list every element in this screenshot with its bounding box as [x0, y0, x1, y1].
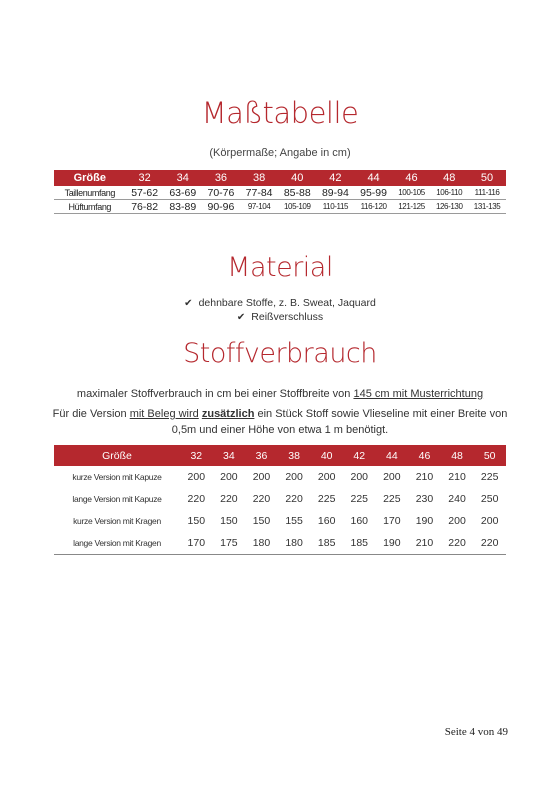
table-cell: 110-115 [316, 200, 354, 214]
header-cell-size: Größe [54, 170, 126, 186]
table-cell: 180 [245, 532, 278, 555]
table-cell: 185 [343, 532, 376, 555]
header-cell: 32 [126, 170, 164, 186]
header-cell: 34 [213, 445, 246, 466]
fabric-width-text: 145 cm mit Musterrichtung [353, 388, 484, 400]
table-cell: 90-96 [202, 200, 240, 214]
header-cell: 50 [468, 170, 506, 186]
row-label: Hüftumfang [54, 200, 126, 214]
header-cell: 38 [278, 445, 311, 466]
table-cell: 225 [383, 493, 401, 505]
table-cell: 111-116 [468, 186, 506, 200]
table-cell: 190 [415, 515, 434, 527]
table-cell: 155 [285, 515, 303, 527]
table-cell: 200 [285, 471, 303, 483]
table-cell: 220 [220, 493, 238, 505]
page-number: Seite 4 von 49 [444, 726, 508, 738]
table-cell: 210 [408, 532, 441, 555]
checkmark-icon: ✔ [184, 298, 193, 309]
note-text-end: ein Stück Stoff sowie Vlieseline mit einer Breite von 0,5m und einer Höhe von etwa 1 m benötigt. [171, 408, 508, 436]
row-label: kurze Version mit Kragen [73, 516, 161, 526]
mass-table-header [54, 170, 506, 186]
mass-table-title: Maßtabelle [201, 96, 359, 130]
header-cell: 36 [202, 170, 240, 186]
stoffverbrauch-title: Stoffverbrauch [183, 338, 377, 369]
stoffverbrauch-intro [40, 386, 520, 402]
header-cell: 38 [240, 170, 278, 186]
row-label: lange Version mit Kapuze [72, 494, 162, 504]
table-cell: 170 [180, 532, 213, 555]
header-cell: 48 [430, 170, 468, 186]
table-row [54, 186, 506, 200]
table-cell: 175 [213, 532, 246, 555]
table-cell: 225 [317, 493, 336, 505]
table-cell: 210 [448, 471, 466, 483]
table-cell: 131-135 [468, 200, 506, 214]
table-cell: 220 [441, 532, 474, 555]
table-cell: 121-125 [393, 200, 431, 214]
table-cell: 77-84 [240, 186, 278, 200]
table-row [54, 466, 506, 488]
table-row [54, 488, 506, 510]
table-cell: 57-62 [126, 186, 164, 200]
stoffverbrauch-table [54, 445, 506, 555]
table-cell: 70-76 [202, 186, 240, 200]
table-cell: 83-89 [164, 200, 202, 214]
table-cell: 150 [252, 515, 271, 527]
intro-text: maximaler Stoffverbrauch in cm bei einer Stoffbreite von [76, 388, 354, 400]
header-cell: 42 [343, 445, 376, 466]
table-cell: 160 [350, 515, 369, 527]
header-cell: 46 [393, 170, 431, 186]
table-cell: 210 [415, 471, 434, 483]
header-cell: 48 [441, 445, 474, 466]
note-underlined: mit Beleg wird [129, 408, 199, 420]
table-cell: 126-130 [430, 200, 468, 214]
table-cell: 200 [252, 471, 271, 483]
table-cell: 220 [187, 493, 206, 505]
row-label: lange Version mit Kragen [54, 532, 180, 555]
table-cell: 200 [220, 471, 238, 483]
material-item [0, 297, 560, 309]
header-cell: 44 [354, 170, 392, 186]
table-cell: 190 [376, 532, 409, 555]
table-cell: 230 [415, 493, 434, 505]
stoffverbrauch-note [40, 406, 520, 438]
note-text: Für die Version [52, 408, 130, 420]
table-cell: 200 [383, 471, 401, 483]
table-cell: 97-104 [240, 200, 278, 214]
mass-table [54, 170, 506, 214]
table-row [54, 510, 506, 532]
header-cell: 46 [408, 445, 441, 466]
table-cell: 180 [278, 532, 311, 555]
mass-table-subtitle: (Körpermaße; Angabe in cm) [209, 147, 351, 159]
table-cell: 106-110 [430, 186, 468, 200]
table-cell: 200 [187, 471, 206, 483]
checkmark-icon: ✔ [236, 312, 246, 323]
header-cell: 50 [473, 445, 506, 466]
table-cell: 89-94 [316, 186, 354, 200]
table-cell: 63-69 [164, 186, 202, 200]
table-cell: 170 [383, 515, 401, 527]
table-cell: 150 [220, 515, 238, 527]
header-cell: 36 [245, 445, 278, 466]
table-cell: 100-105 [393, 186, 431, 200]
material-item-text: dehnbare Stoffe, z. B. Sweat, Jaquard [198, 297, 376, 309]
header-cell: 40 [278, 170, 316, 186]
table-cell: 220 [285, 493, 303, 505]
table-cell: 105-109 [278, 200, 316, 214]
row-label: Taillenumfang [54, 186, 126, 200]
header-cell: 32 [180, 445, 213, 466]
table-row [54, 200, 506, 214]
table-cell: 95-99 [354, 186, 392, 200]
table-cell: 220 [473, 532, 506, 555]
header-cell: 34 [164, 170, 202, 186]
table-cell: 150 [187, 515, 206, 527]
material-item-text: Reißverschluss [251, 311, 324, 323]
table-cell: 225 [350, 493, 369, 505]
material-title: Material [227, 252, 333, 283]
table-cell: 200 [448, 515, 466, 527]
table-cell: 250 [480, 493, 499, 505]
table-cell: 240 [448, 493, 466, 505]
note-bold: zusätzlich [201, 408, 255, 420]
table-cell: 225 [480, 471, 499, 483]
table-cell: 185 [310, 532, 343, 555]
table-cell: 160 [317, 515, 336, 527]
material-item [0, 311, 560, 323]
header-cell: 42 [316, 170, 354, 186]
table-cell: 200 [317, 471, 336, 483]
table-cell: 116-120 [354, 200, 392, 214]
header-cell: 40 [310, 445, 343, 466]
row-label: kurze Version mit Kapuze [72, 472, 162, 482]
stoff-table-header [54, 445, 506, 466]
table-cell: 200 [350, 471, 369, 483]
table-cell: 220 [252, 493, 271, 505]
table-cell: 200 [480, 515, 499, 527]
table-cell: 76-82 [126, 200, 164, 214]
header-cell-size: Größe [54, 445, 180, 466]
table-row [54, 532, 506, 555]
header-cell: 44 [376, 445, 409, 466]
table-cell: 85-88 [278, 186, 316, 200]
